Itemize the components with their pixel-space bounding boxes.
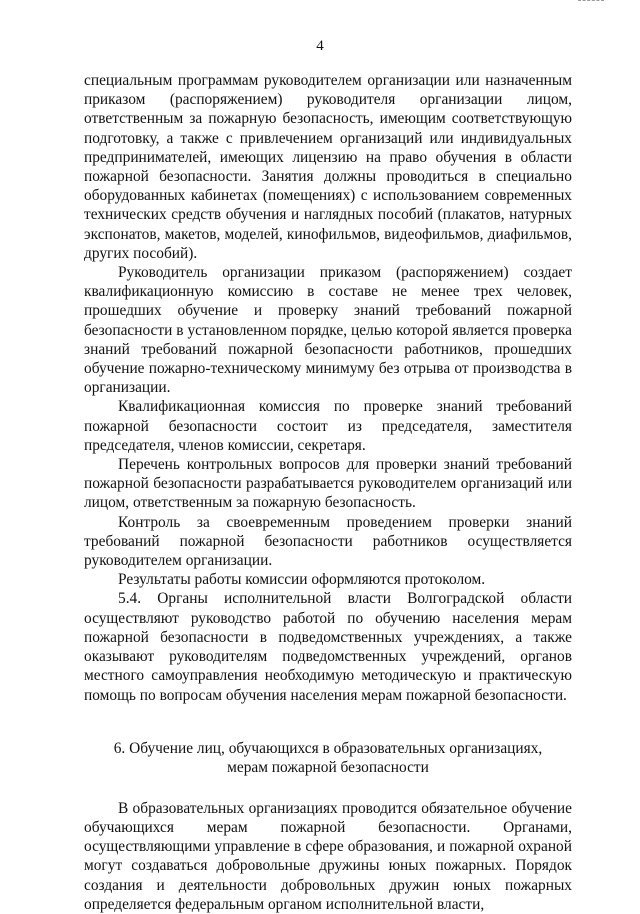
section-6-heading-line2: мерам пожарной безопасности bbox=[227, 759, 429, 777]
section-6-heading-line1: 6. Обучение лиц, обучающихся в образовательных организациях, bbox=[113, 739, 543, 757]
scan-artifact bbox=[578, 0, 604, 4]
document-body bbox=[84, 71, 572, 914]
paragraph-section-6: В образовательных организациях проводится обязательное обучение обучающихся мерам пожарной безопасности. Органами, осуществляющими управление в сфере образования, и пожарной охраной могут создаваться добровольные дружины юных пожарных. Порядок создания и деятельности добровольных дружин юных пожарных определяется федеральным органом исполнительной власти, bbox=[84, 799, 572, 913]
paragraph-results: Результаты работы комиссии оформляются протоколом. bbox=[118, 571, 486, 589]
paragraph-commission-composition: Квалификационная комиссия по проверке знаний требований пожарной безопасности состоит из председателя, заместителя председателя, членов комиссии, секретаря. bbox=[84, 398, 572, 454]
section-6-heading bbox=[84, 739, 572, 778]
paragraph-5-4: 5.4. Органы исполнительной власти Волгоградской области осуществляют руководство работой по обучению населения мерам пожарной безопасности в подведомственных учреждениях, а также оказывают руководителям подведомственных учреждений, органов местного самоуправления необходимую методическую и практическую помощь по вопросам обучения населения мерам пожарной безопасности. bbox=[84, 590, 572, 704]
paragraph-control: Контроль за своевременным проведением проверки знаний требований пожарной безопасности работников осуществляется руководителем организации. bbox=[84, 513, 572, 570]
page-number: 4 bbox=[316, 38, 324, 54]
paragraph-commission-creation: Руководитель организации приказом (распоряжением) создает квалификационную комиссию в составе не менее трех человек, прошедших обучение и проверку знаний требований пожарной безопасности в установленном порядке, целью которой является проверка знаний требований пожарной безопасности работников, прошедших обучение пожарно-техническому минимуму без отрыва от производства в организации. bbox=[84, 264, 572, 397]
paragraph-continued: специальным программам руководителем организации или назначенным приказом (распоряжением) руководителя организации лицом, ответственным за пожарную безопасность, имеющим соответствующую подготовку, а также с привлечением организаций или индивидуальных предпринимателей, имеющих лицензию на право обучения в области пожарной безопасности. Занятия должны проводиться в специально оборудованных кабинетах (помещениях) с использованием современных технических средств обучения и наглядных пособий (плакатов, натурных экспонатов, макетов, моделей, кинофильмов, видеофильмов, диафильмов, других пособий). bbox=[84, 72, 572, 262]
paragraph-question-list: Перечень контрольных вопросов для проверки знаний требований пожарной безопасности разрабатывается руководителем организаций или лицом, ответственным за пожарную безопасность. bbox=[84, 456, 572, 512]
